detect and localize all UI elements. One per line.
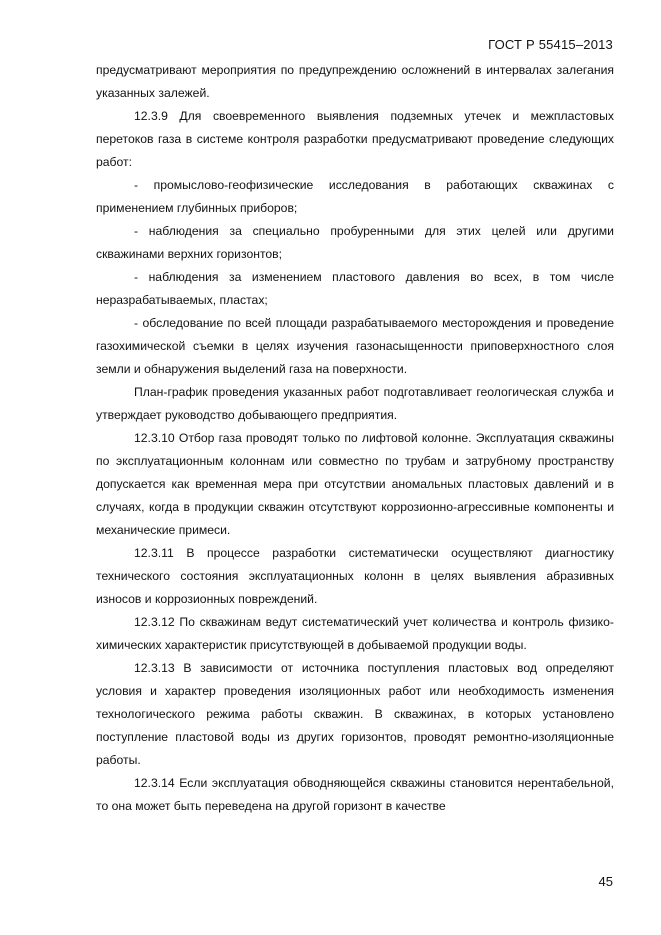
- paragraph-12-3-11: 12.3.11 В процессе разработки систематически осуществляют диагностику технического состояния эксплуатационных колонн в целях выявления абразивных износов и коррозионных повреждений.: [96, 546, 614, 606]
- paragraph-12-3-13: 12.3.13 В зависимости от источника поступления пластовых вод определяют условия и характер проведения изоляционных работ или необходимость изменения технологического режима работы скважин. В скважинах, в которых установлено поступление пластовой воды из других горизонтов, проводят ремонтно-изоляционные работы.: [96, 661, 614, 767]
- paragraph-12-3-14: 12.3.14 Если эксплуатация обводняющейся скважины становится нерентабельной, то она может быть переведена на другой горизонт в качестве: [96, 776, 614, 813]
- paragraph-12-3-10: 12.3.10 Отбор газа проводят только по лифтовой колонне. Эксплуатация скважины по эксплуатационным колоннам или совместно по трубам и затрубному пространству допускается как временная мера при отсутствии аномальных пластовых давлений и в случаях, когда в продукции скважин отсутствуют коррозионно-агрессивные компоненты и механические примеси.: [96, 431, 614, 537]
- list-item-geophysical-surveys: - промыслово-геофизические исследования в работающих скважинах с применением глубинных приборов;: [96, 178, 614, 215]
- page-number: 45: [598, 874, 613, 889]
- page-body: [96, 59, 614, 818]
- paragraph-12-3-9: 12.3.9 Для своевременного выявления подземных утечек и межпластовых перетоков газа в системе контроля разработки предусматривают проведение следующих работ:: [96, 109, 614, 169]
- paragraph-12-3-12: 12.3.12 По скважинам ведут систематический учет количества и контроль физико-химических характеристик присутствующей в добываемой продукции воды.: [96, 615, 614, 652]
- list-item-pressure-monitoring: - наблюдения за изменением пластового давления во всех, в том числе неразрабатываемых, пластах;: [96, 270, 614, 307]
- document-code-header: ГОСТ Р 55415–2013: [488, 37, 613, 52]
- list-item-gas-survey: - обследование по всей площади разрабатываемого месторождения и проведение газохимической съемки в целях изучения газонасыщенности приповерхностного слоя земли и обнаружения выделений газа на поверхности.: [96, 316, 614, 376]
- paragraph-continuation: предусматривают мероприятия по предупреждению осложнений в интервалах залегания указанных залежей.: [96, 63, 614, 100]
- paragraph-schedule: План-график проведения указанных работ подготавливает геологическая служба и утверждает руководство добывающего предприятия.: [96, 385, 614, 422]
- list-item-observation-wells: - наблюдения за специально пробуренными для этих целей или другими скважинами верхних горизонтов;: [96, 224, 614, 261]
